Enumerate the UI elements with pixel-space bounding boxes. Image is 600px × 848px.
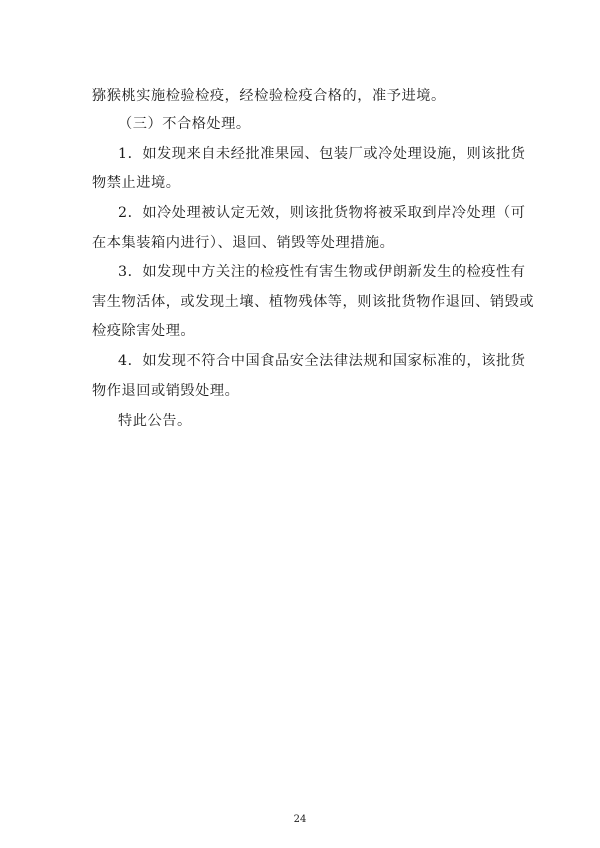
line-text: 物作退回或销毁处理。 [92, 383, 240, 399]
line-text: 检疫除害处理。 [92, 323, 196, 339]
line-text: （三）不合格处理。 [118, 116, 251, 132]
line-text: 1．如发现来自未经批准果园、包装厂或冷处理设施，则该批货 [118, 146, 526, 162]
line-text: 2．如冷处理被认定无效，则该批货物将被采取到岸冷处理（可 [118, 205, 526, 221]
paragraph-line [0, 381, 600, 401]
section-heading [0, 114, 600, 134]
line-text: 3．如发现中方关注的检疫性有害生物或伊朗新发生的检疫性有 [118, 264, 526, 280]
paragraph-line [0, 173, 600, 193]
line-text: 害生物活体，或发现土壤、植物残体等，则该批货物作退回、销毁或 [92, 294, 535, 310]
paragraph-line [0, 203, 600, 223]
closing-line [0, 411, 600, 431]
paragraph-line [0, 144, 600, 164]
page-number: 24 [293, 814, 307, 825]
paragraph-line [0, 233, 600, 253]
paragraph-line [0, 351, 600, 371]
paragraph-line [0, 292, 600, 312]
line-text: 猕猴桃实施检验检疫，经检验检疫合格的，准予进境。 [92, 88, 446, 104]
paragraph-line [0, 262, 600, 282]
line-text: 物禁止进境。 [92, 175, 181, 191]
line-text: 4．如发现不符合中国食品安全法律法规和国家标准的，该批货 [118, 353, 526, 369]
line-text: 在本集装箱内进行）、退回、销毁等处理措施。 [92, 235, 395, 251]
paragraph-line [0, 86, 600, 106]
line-text: 特此公告。 [118, 413, 192, 429]
paragraph-line [0, 321, 600, 341]
